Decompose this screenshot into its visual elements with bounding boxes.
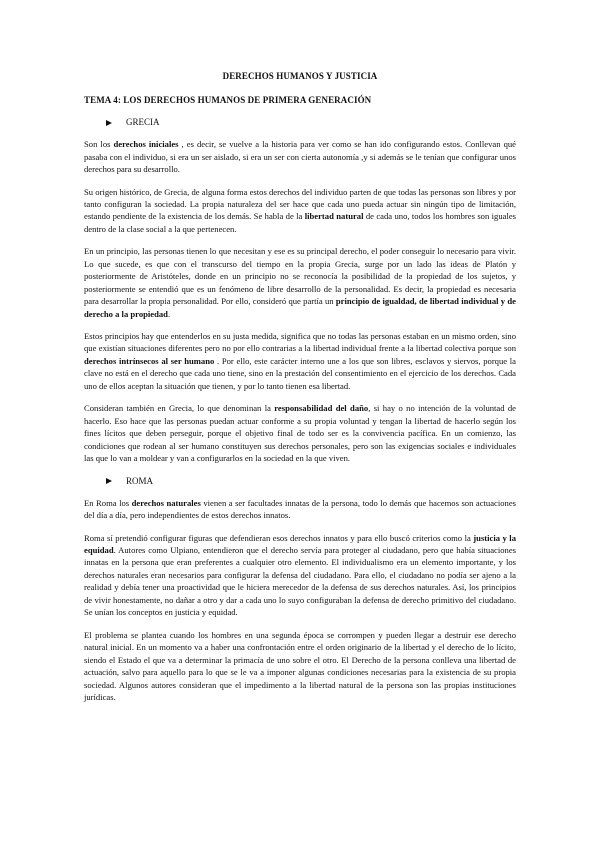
paragraph xyxy=(84,245,516,320)
text-run: Son los xyxy=(84,139,114,150)
document-title: DERECHOS HUMANOS Y JUSTICIA xyxy=(222,71,378,81)
document-body xyxy=(84,116,516,703)
text-run: , si hay o no intención de la voluntad de hacerlo. Eso hace que las personas puedan actuar conforme a su propia voluntad y tengan la libertad de hacerlo según los fines lícitos que deben perseguir, porque el objetivo final de todo ser es la convivencia pacífica. En un comienzo, las condiciones que rodean al ser humano constituyen sus derechos personales, pero son las exigencias sociales e individuales las que lo van a moldear y van a configurarlos en la sociedad en la que viven. xyxy=(84,403,516,464)
subsection-heading-roma xyxy=(106,475,516,488)
text-run: Consideran también en Grecia, lo que denominan la xyxy=(84,403,275,414)
section-title: TEMA 4: LOS DERECHOS HUMANOS DE PRIMERA GENERACIÓN xyxy=(84,95,372,106)
bold-term: justicia y la equidad xyxy=(84,532,516,555)
text-run: de cada uno, todos los hombres son iguales dentro de la clase social a la que pertenecen. xyxy=(84,211,516,234)
text-run: , es decir, se vuelve a la historia para ver como se han ido configurando estos. Conllevan qué pasaba con el individuo, si era un ser aislado, si era un ser con cierta autonomía ,y si además se le tenían que configurar unos derechos para su desarrollo. xyxy=(84,139,516,175)
paragraph xyxy=(84,497,516,522)
bold-term: derechos naturales xyxy=(131,497,201,508)
text-run: Roma sí pretendió configurar figuras que defendieran esos derechos innatos y para ello buscó criterios como la xyxy=(84,532,474,543)
text-run: . Por ello, este carácter interno une a los que son libres, esclavos y siervos, porque la clave no está en el derecho que cada uno tiene, sino en la prestación del consentimiento en el ejercicio de los derechos. Cada uno de ellos aceptan la situación que tienen, y por lo tanto tienen esa libertad. xyxy=(84,355,516,391)
text-run: En un principio, las personas tienen lo que necesitan y ese es su principal derecho, el poder conseguir lo necesario para vivir. Lo que sucede, es que con el transcurso del tiempo en la propia Grecia, surge por un lado las ideas de Platón y posteriormente de Aristóteles, donde en un principio no se reconocía la posibilidad de la propiedad de los sujetos, y posteriormente se entendió que es un fenómeno de libre desarrollo de la personalidad. Es decir, la propiedad es necesaria para desarrollar la propia personalidad. Por ello, consideró que partía un xyxy=(84,246,516,307)
bold-term: principio de igualdad, de libertad individual y de derecho a la propiedad xyxy=(84,296,516,319)
subsection-heading-label: GRECIA xyxy=(126,117,160,128)
paragraph xyxy=(84,138,516,175)
paragraph xyxy=(84,402,516,464)
text-run: . xyxy=(167,308,171,319)
arrow-right-icon xyxy=(106,120,112,126)
bold-term: derechos iniciales xyxy=(113,139,179,150)
arrow-right-icon xyxy=(106,478,112,484)
text-run: Estos principios hay que entenderlos en su justa medida, significa que no todas las personas estaban en un mismo orden, sino que existían situaciones diferentes pero no por ello contrarias a la libertad individual frente a la libertad colectiva porque son xyxy=(84,331,516,354)
paragraph xyxy=(84,186,516,236)
text-run: vienen a ser facultades innatas de la persona, todo lo demás que hacemos son actuaciones del día a día, pero independientes de estos derechos innatos. xyxy=(84,497,516,521)
bold-term: responsabilidad del daño xyxy=(274,403,369,414)
text-run: En Roma los xyxy=(84,497,132,508)
text-run: . Autores como Ulpiano, entendieron que el derecho servía para proteger al ciudadano, pero que había situaciones innatas en la persona que eran preferentes a cualquier otro elemento. El individualismo era un elemento importante, y los derechos naturales eran necesarios para configurar la defensa del ciudadano. Para ello, el ciudadano no podía ser ajeno a la realidad y debía tener una proactividad que le hiciera merecedor de la defensa de sus derechos naturales. Así, los principios de vivir honestamente, no dañar a otro y dar a cada uno lo suyo configuraban la defensa de derecho primitivo del ciudadano. Se unían los conceptos en justicia y equidad. xyxy=(84,544,516,618)
paragraph xyxy=(84,532,516,619)
subsection-heading-label: ROMA xyxy=(126,475,154,486)
bold-term: libertad natural xyxy=(304,211,364,222)
subsection-heading-grecia xyxy=(106,116,516,129)
bold-term: derechos intrínsecos al ser humano xyxy=(84,355,215,366)
paragraph xyxy=(84,330,516,392)
text-run: El problema se plantea cuando los hombres en una segunda época se corrompen y pueden llegar a destruir ese derecho natural inicial. En un momento va a haber una confrontación entre el orden originario de la libertad y el derecho de lo lícito, siendo el Estado el que va a determinar la primacía de uno sobre el otro. El Derecho de la persona conlleva una libertad de actuación, salvo para aquello para lo que se le va a imponer algunas condiciones necesarias para la existencia de su propia sociedad. Algunos autores consideran que el impedimento a la libertad natural de la persona son las propias instituciones jurídicas. xyxy=(84,629,516,702)
text-run: Su origen histórico, de Grecia, de alguna forma estos derechos del individuo parten de que todas las personas son libres y por tanto configuran la sociedad. La propia naturaleza del ser hace que cada uno pueda actuar sin ningún tipo de limitación, estando pendiente de la existencia de los demás. Se habla de la xyxy=(84,186,516,222)
paragraph xyxy=(84,629,516,704)
